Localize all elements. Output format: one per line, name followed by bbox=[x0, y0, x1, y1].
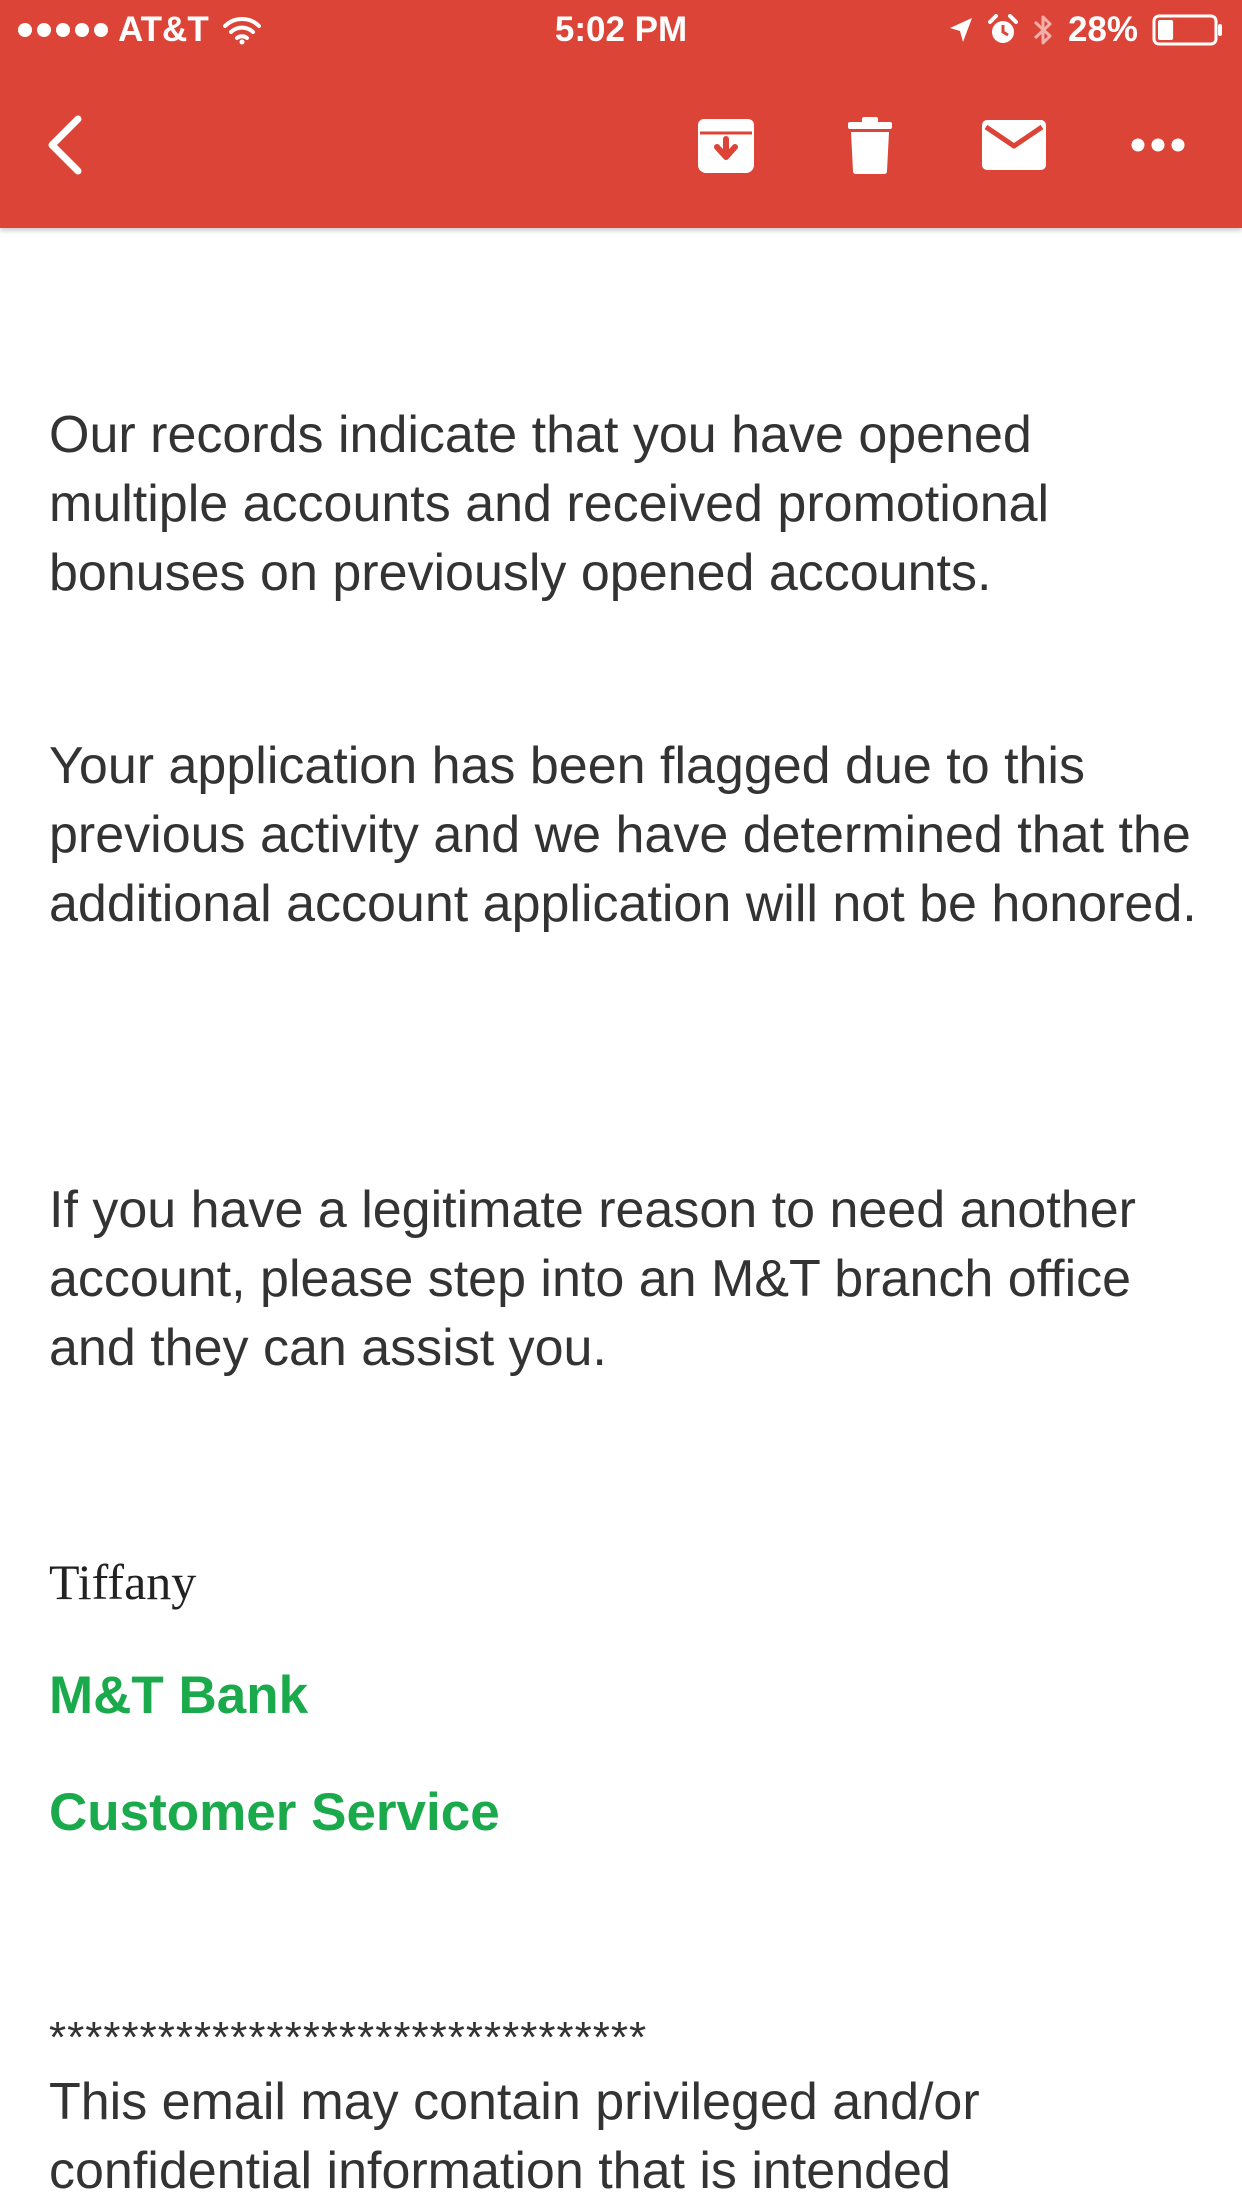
envelope-icon bbox=[981, 119, 1047, 171]
carrier-label: AT&T bbox=[118, 10, 209, 49]
separator-line: ********************************* bbox=[49, 2013, 648, 2062]
signature-company: M&T Bank bbox=[49, 1666, 309, 1725]
status-time: 5:02 PM bbox=[554, 10, 688, 49]
trash-icon bbox=[847, 115, 893, 175]
app-header bbox=[0, 0, 1242, 228]
signature-name: Tiffany bbox=[49, 1554, 197, 1610]
status-bar bbox=[0, 0, 1242, 60]
disclaimer-text: This email may contain privileged and/or confidential information that is intended bbox=[49, 2073, 980, 2200]
status-right bbox=[948, 10, 1224, 50]
mark-unread-button[interactable] bbox=[969, 100, 1059, 190]
archive-button[interactable] bbox=[681, 100, 771, 190]
email-paragraph: Our records indicate that you have opened multiple accounts and received promotional bonuses on previously opened accounts. bbox=[49, 406, 1050, 602]
email-toolbar bbox=[0, 60, 1242, 228]
battery-icon bbox=[1152, 14, 1224, 46]
more-options-button[interactable] bbox=[1113, 100, 1203, 190]
alarm-icon bbox=[988, 14, 1018, 46]
email-paragraph: If you have a legitimate reason to need another account, please step into an M&T branch office and they can assist you. bbox=[49, 1181, 1136, 1377]
more-dots-icon bbox=[1130, 137, 1186, 153]
back-chevron-icon bbox=[40, 113, 90, 177]
location-arrow-icon bbox=[948, 16, 974, 44]
archive-icon bbox=[696, 115, 756, 175]
email-paragraph: Your application has been flagged due to this previous activity and we have determined that the additional account application will not be honored. bbox=[49, 737, 1197, 933]
bluetooth-icon bbox=[1032, 12, 1054, 48]
delete-button[interactable] bbox=[825, 100, 915, 190]
battery-percent: 28% bbox=[1067, 10, 1138, 49]
back-button[interactable] bbox=[20, 100, 110, 190]
signature-department: Customer Service bbox=[49, 1783, 500, 1842]
email-body[interactable] bbox=[0, 228, 1242, 2208]
